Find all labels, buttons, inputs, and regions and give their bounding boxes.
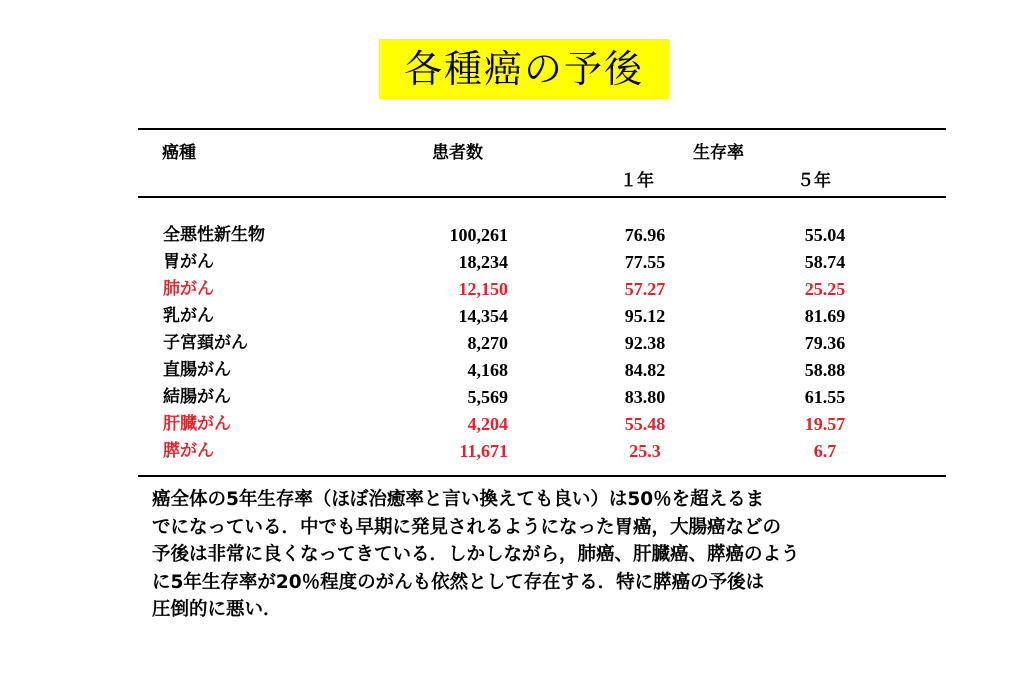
survival-5-year-cell: 61.55 [804, 387, 846, 407]
cancer-type-cell: 子宮頚がん [163, 333, 248, 353]
cancer-type-cell: 乳がん [163, 306, 214, 326]
table-row [0, 330, 1023, 356]
patient-count-cell: 11,671 [459, 441, 508, 461]
paragraph-line: 癌全体の5年生存率（ほぼ治癒率と言い換えても良い）は50％を超えるま [152, 489, 765, 510]
table-row [0, 384, 1023, 410]
survival-1-year-cell: 77.55 [624, 252, 666, 272]
header-survival-rate: 生存率 [693, 143, 744, 163]
table-row [0, 303, 1023, 329]
header-cancer-type: 癌種 [162, 143, 196, 163]
survival-5-year-cell: 25.25 [804, 279, 846, 299]
cancer-type-cell: 膵がん [163, 441, 214, 461]
survival-1-year-cell: 25.3 [629, 441, 661, 461]
paragraph-line: 圧倒的に悪い． [152, 599, 282, 620]
survival-1-year-cell: 83.80 [624, 387, 666, 407]
patient-count-cell: 14,354 [458, 306, 508, 326]
slide-title: 各種癌の予後 [379, 39, 669, 99]
table-bottom-rule [138, 475, 946, 477]
table-row-highlighted [0, 411, 1023, 437]
survival-1-year-cell: 92.38 [624, 333, 666, 353]
survival-5-year-cell: 19.57 [804, 414, 846, 434]
patient-count-cell: 18,234 [458, 252, 508, 272]
header-5-year: ５年 [797, 171, 831, 191]
patient-count-cell: 12,150 [458, 279, 508, 299]
survival-5-year-cell: 79.36 [804, 333, 846, 353]
survival-5-year-cell: 58.88 [804, 360, 846, 380]
survival-1-year-cell: 84.82 [624, 360, 666, 380]
survival-1-year-cell: 76.96 [624, 225, 666, 245]
survival-1-year-cell: 95.12 [624, 306, 666, 326]
patient-count-cell: 5,569 [467, 387, 508, 407]
survival-1-year-cell: 57.27 [624, 279, 666, 299]
paragraph-line: でになっている．中でも早期に発見されるようになった胃癌，大腸癌などの [152, 516, 782, 538]
patient-count-cell: 100,261 [449, 225, 508, 245]
header-patient-count: 患者数 [432, 143, 483, 163]
patient-count-cell: 4,168 [467, 360, 508, 380]
summary-paragraph [152, 486, 962, 624]
survival-1-year-cell: 55.48 [624, 414, 666, 434]
cancer-type-cell: 肝臓がん [163, 414, 231, 434]
table-header-rule [138, 196, 946, 198]
survival-5-year-cell: 81.69 [804, 306, 846, 326]
survival-5-year-cell: 55.04 [804, 225, 846, 245]
table-row-highlighted [0, 276, 1023, 302]
cancer-type-cell: 胃がん [163, 252, 214, 272]
survival-5-year-cell: 6.7 [813, 441, 837, 461]
cancer-type-cell: 全悪性新生物 [163, 225, 265, 245]
table-row-highlighted [0, 438, 1023, 464]
survival-5-year-cell: 58.74 [804, 252, 846, 272]
table-row [0, 357, 1023, 383]
cancer-type-cell: 結腸がん [163, 387, 231, 407]
cancer-type-cell: 直腸がん [163, 360, 231, 380]
table-row [0, 222, 1023, 248]
patient-count-cell: 4,204 [467, 414, 508, 434]
table-row [0, 249, 1023, 275]
paragraph-line: 予後は非常に良くなってきている．しかしながら，肺癌、肝臓癌、膵癌のよう [152, 544, 800, 565]
paragraph-line: に5年生存率が20％程度のがんも依然として存在する．特に膵癌の予後は [152, 571, 765, 593]
header-1-year: １年 [620, 171, 654, 191]
patient-count-cell: 8,270 [467, 333, 508, 353]
table-top-rule [138, 128, 946, 130]
cancer-type-cell: 肺がん [163, 279, 214, 299]
